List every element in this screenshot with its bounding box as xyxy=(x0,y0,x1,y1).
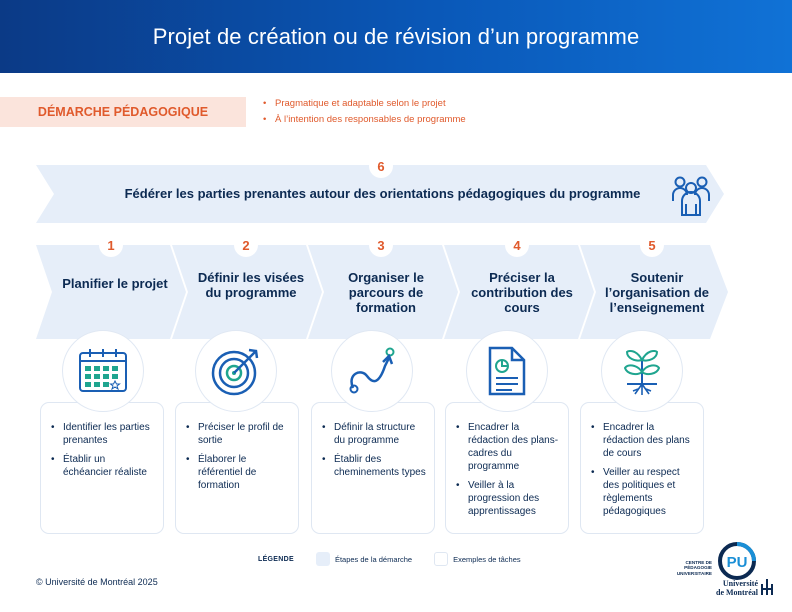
step2-icon-circle xyxy=(195,330,277,412)
udem-wordmark xyxy=(702,580,758,597)
step-chevron-1 xyxy=(36,245,186,339)
demarche-point: • Pragmatique et adaptable selon le projet xyxy=(263,96,466,112)
header-banner xyxy=(0,0,792,73)
legend-steps-label: Étapes de la démarche xyxy=(334,554,413,564)
step6-text: Fédérer les parties prenantes autour des orientations pédagogiques du programme xyxy=(124,186,641,201)
step5-number: 5 xyxy=(640,233,664,257)
cpu-line: PÉDAGOGIE xyxy=(684,565,712,571)
task-item: • Encadrer la rédaction des plans-cadres du programme xyxy=(456,421,560,473)
udem-logo-icon xyxy=(760,578,774,596)
cpu-text xyxy=(662,560,712,576)
task-item: • Établir un échéancier réaliste xyxy=(51,453,155,479)
step4-number: 4 xyxy=(505,233,529,257)
task-item: • Veiller au respect des politiques et règlements pédagogiques xyxy=(591,466,695,518)
cpu-line: CENTRE DE xyxy=(685,560,712,565)
udem-line: Université xyxy=(722,579,758,588)
legend-tasks-label: Exemples de tâches xyxy=(453,554,521,564)
cpu-line: UNIVERSITAIRE xyxy=(676,570,712,576)
task-card-4 xyxy=(445,402,569,534)
legend-tasks-swatch xyxy=(434,552,448,566)
demarche-tag: DÉMARCHE PÉDAGOGIQUE xyxy=(0,97,246,127)
step4-icon-circle xyxy=(466,330,548,412)
step6-number: 6 xyxy=(369,154,393,178)
step3-number: 3 xyxy=(369,233,393,257)
legend-steps-swatch xyxy=(316,552,330,566)
task-card-3 xyxy=(311,402,435,534)
cpu-mark: PU xyxy=(726,554,748,571)
target-icon xyxy=(209,344,263,398)
legend-title: LÉGENDE xyxy=(258,555,294,563)
task-item: • Veiller à la progression des apprentissages xyxy=(456,479,560,518)
step3-title: Organiser le parcours de formation xyxy=(348,270,424,315)
task-item: • Établir des cheminements types xyxy=(322,453,426,479)
task-item: • Élaborer le référentiel de formation xyxy=(186,453,290,492)
page-title: Projet de création ou de révision d’un programme xyxy=(152,23,640,49)
plant-icon xyxy=(615,344,669,398)
group-icon xyxy=(670,171,712,219)
task-card-1 xyxy=(40,402,164,534)
task-item: • Définir la structure du programme xyxy=(322,421,426,447)
cpu-logo xyxy=(716,540,758,582)
demarche-list xyxy=(263,96,466,128)
path-icon xyxy=(345,344,399,398)
task-card-5 xyxy=(580,402,704,534)
step2-number: 2 xyxy=(234,233,258,257)
legend xyxy=(258,552,543,566)
step5-icon-circle xyxy=(601,330,683,412)
step2-title: Définir les visées du programme xyxy=(197,270,305,300)
task-card-2 xyxy=(175,402,299,534)
step5-title: Soutenir l’organisation de l’enseignement xyxy=(604,270,709,315)
calendar-icon xyxy=(76,346,130,396)
step1-icon-circle xyxy=(62,330,144,412)
step1-number: 1 xyxy=(99,233,123,257)
udem-line: de Montréal xyxy=(716,587,758,597)
document-icon xyxy=(482,344,532,398)
step3-icon-circle xyxy=(331,330,413,412)
step4-title: Préciser la contribution des cours xyxy=(471,270,573,315)
task-item: • Identifier les parties prenantes xyxy=(51,421,155,447)
demarche-point: • À l’intention des responsables de programme xyxy=(263,112,466,128)
step1-title: Planifier le projet xyxy=(62,276,168,291)
copyright: © Université de Montréal 2025 xyxy=(36,577,158,587)
task-item: • Préciser le profil de sortie xyxy=(186,421,290,447)
task-item: • Encadrer la rédaction des plans de cours xyxy=(591,421,695,460)
